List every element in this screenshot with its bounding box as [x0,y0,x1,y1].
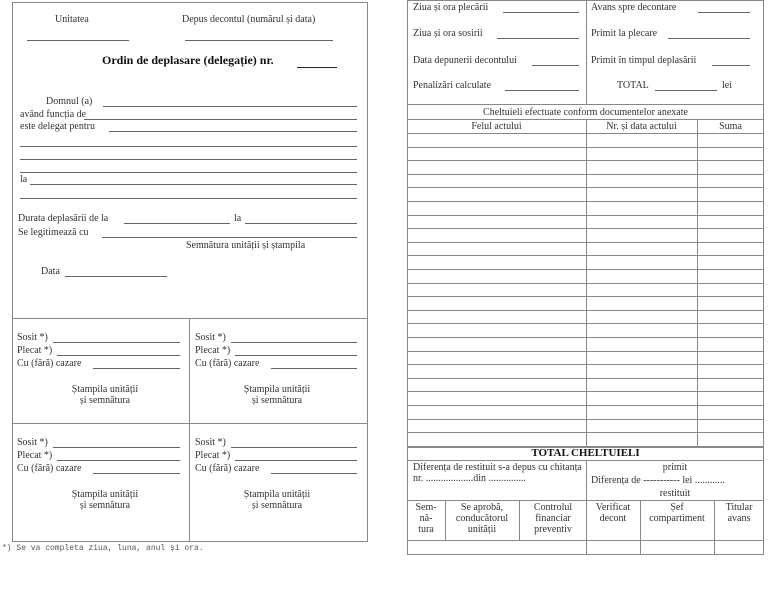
ziua-sosirii-line [497,38,579,39]
la-label: la [20,174,28,185]
sig-verificat: Verificat decont [595,502,631,524]
sig-divider [640,500,641,555]
cazare-line [93,368,180,369]
penalizari-line [505,90,579,91]
depus-line [185,40,333,41]
total-line [655,90,717,91]
legitimeaza-line [102,237,357,238]
primit-deplasare-line [712,65,750,66]
form-title: Ordin de deplasare (delegație) nr. [102,53,274,67]
diferenta-de-label: Diferența de ----------- lei ............ [591,475,725,486]
sig-semnatura: Sem-nă-tura [415,502,437,535]
sosit-line [231,342,357,343]
primit-plecare-label: Primit la plecare [591,28,658,39]
sosit-label: Sosit *) [17,332,48,343]
plecat-label: Plecat *) [195,345,231,356]
primit-deplasare-label: Primit în timpul deplasării [591,55,697,66]
expenses-col-divider [697,119,698,447]
order-number-line [297,67,337,68]
sig-control-financiar: Controlul financiar preventiv [533,502,573,535]
sosit-label: Sosit *) [195,332,226,343]
plecat-line [57,460,180,461]
data-line [65,276,167,277]
functia-line [84,119,357,120]
sosit-label: Sosit *) [195,437,226,448]
domnul-line [103,106,357,107]
cazare-line [271,473,357,474]
sig-divider [445,500,446,540]
data-label: Data [41,266,60,277]
ziua-plecarii-label: Ziua și ora plecării [413,2,489,13]
total-cheltuieli: TOTAL CHELTUIELI [531,447,640,459]
blank-line-4 [20,198,357,199]
blank-line-2 [20,159,357,160]
diferenta-restituit: Diferența de restituit s-a depus cu chitanța nr. ...................din ............... [413,462,582,484]
durata-from-line [124,223,230,224]
plecat-line [235,460,357,461]
cazare-label: Cu (fără) cazare [195,463,260,474]
header-bottom [407,104,764,105]
legitimeaza-label: Se legitimează cu [18,227,89,238]
sig-se-aproba: Se aprobă, conducătorul unității [455,502,509,535]
durata-label: Durata deplasării de la [18,213,109,224]
plecat-label: Plecat *) [195,450,231,461]
semnatura-unitatii: Semnătura unității și ștampila [186,240,306,251]
sosit-line [53,342,180,343]
cazare-line [93,473,180,474]
stampila-label: Ștampila unității și semnătura [71,384,139,406]
lei-label: lei [722,80,732,91]
cazare-label: Cu (fără) cazare [195,358,260,369]
expenses-col-divider [586,119,587,447]
restituit-label: restituit [659,488,691,499]
unitatea-label: Unitatea [55,14,89,25]
durata-la-label: la [234,213,242,224]
sig-titular-avans: Titular avans [725,502,753,524]
cazare-label: Cu (fără) cazare [17,358,82,369]
plecat-line [235,355,357,356]
cheltuieli-header: Cheltuieli efectuate conform documentelor anexate [483,107,688,118]
la-line [30,184,357,185]
total-label: TOTAL [617,80,649,91]
plecat-line [57,355,180,356]
stamp-grid-divider [189,318,190,542]
unitatea-line [27,40,129,41]
avans-label: Avans spre decontare [591,2,677,13]
depus-decont-label: Depus decontul (numărul și data) [182,14,316,25]
plecat-label: Plecat *) [17,450,53,461]
penalizari-label: Penalizări calculate [413,80,492,91]
cazare-line [271,368,357,369]
signatures-bottom [407,540,764,541]
sig-sef-compartiment: Șef compartiment [649,502,705,524]
durata-to-line [245,223,357,224]
footnote: *) Se va completa ziua, luna, anul și ora. [2,544,204,553]
col-felul-actului: Felul actului [471,121,522,132]
ziua-sosirii-label: Ziua și ora sosirii [413,28,483,39]
header-divider [586,0,587,104]
ziua-plecarii-line [503,12,579,13]
delegation-order-form [12,2,368,542]
primit-label: primit [662,462,688,473]
sosit-line [231,447,357,448]
sosit-line [53,447,180,448]
sosit-label: Sosit *) [17,437,48,448]
delegat-label: este delegat pentru [20,121,95,132]
data-depunerii-label: Data depunerii decontului [413,55,517,66]
stamp-grid-top [12,318,368,319]
avans-line [698,12,750,13]
plecat-label: Plecat *) [17,345,53,356]
col-nr-data: Nr. și data actului [606,121,677,132]
sig-divider [519,500,520,540]
data-depunerii-line [532,65,579,66]
stamp-grid-middle [12,423,368,424]
delegat-line [109,131,357,132]
col-suma: Suma [719,121,742,132]
cazare-label: Cu (fără) cazare [17,463,82,474]
sig-divider [714,500,715,555]
stampila-label: Ștampila unității și semnătura [71,489,139,511]
sig-divider [586,500,587,555]
domnul-label: Domnul (a) [46,96,93,107]
stampila-label: Ștampila unității și semnătura [243,384,311,406]
blank-line-1 [20,146,357,147]
stampila-label: Ștampila unității și semnătura [243,489,311,511]
functia-label: având funcția de [20,109,87,120]
blank-line-3 [20,172,357,173]
primit-plecare-line [668,38,750,39]
